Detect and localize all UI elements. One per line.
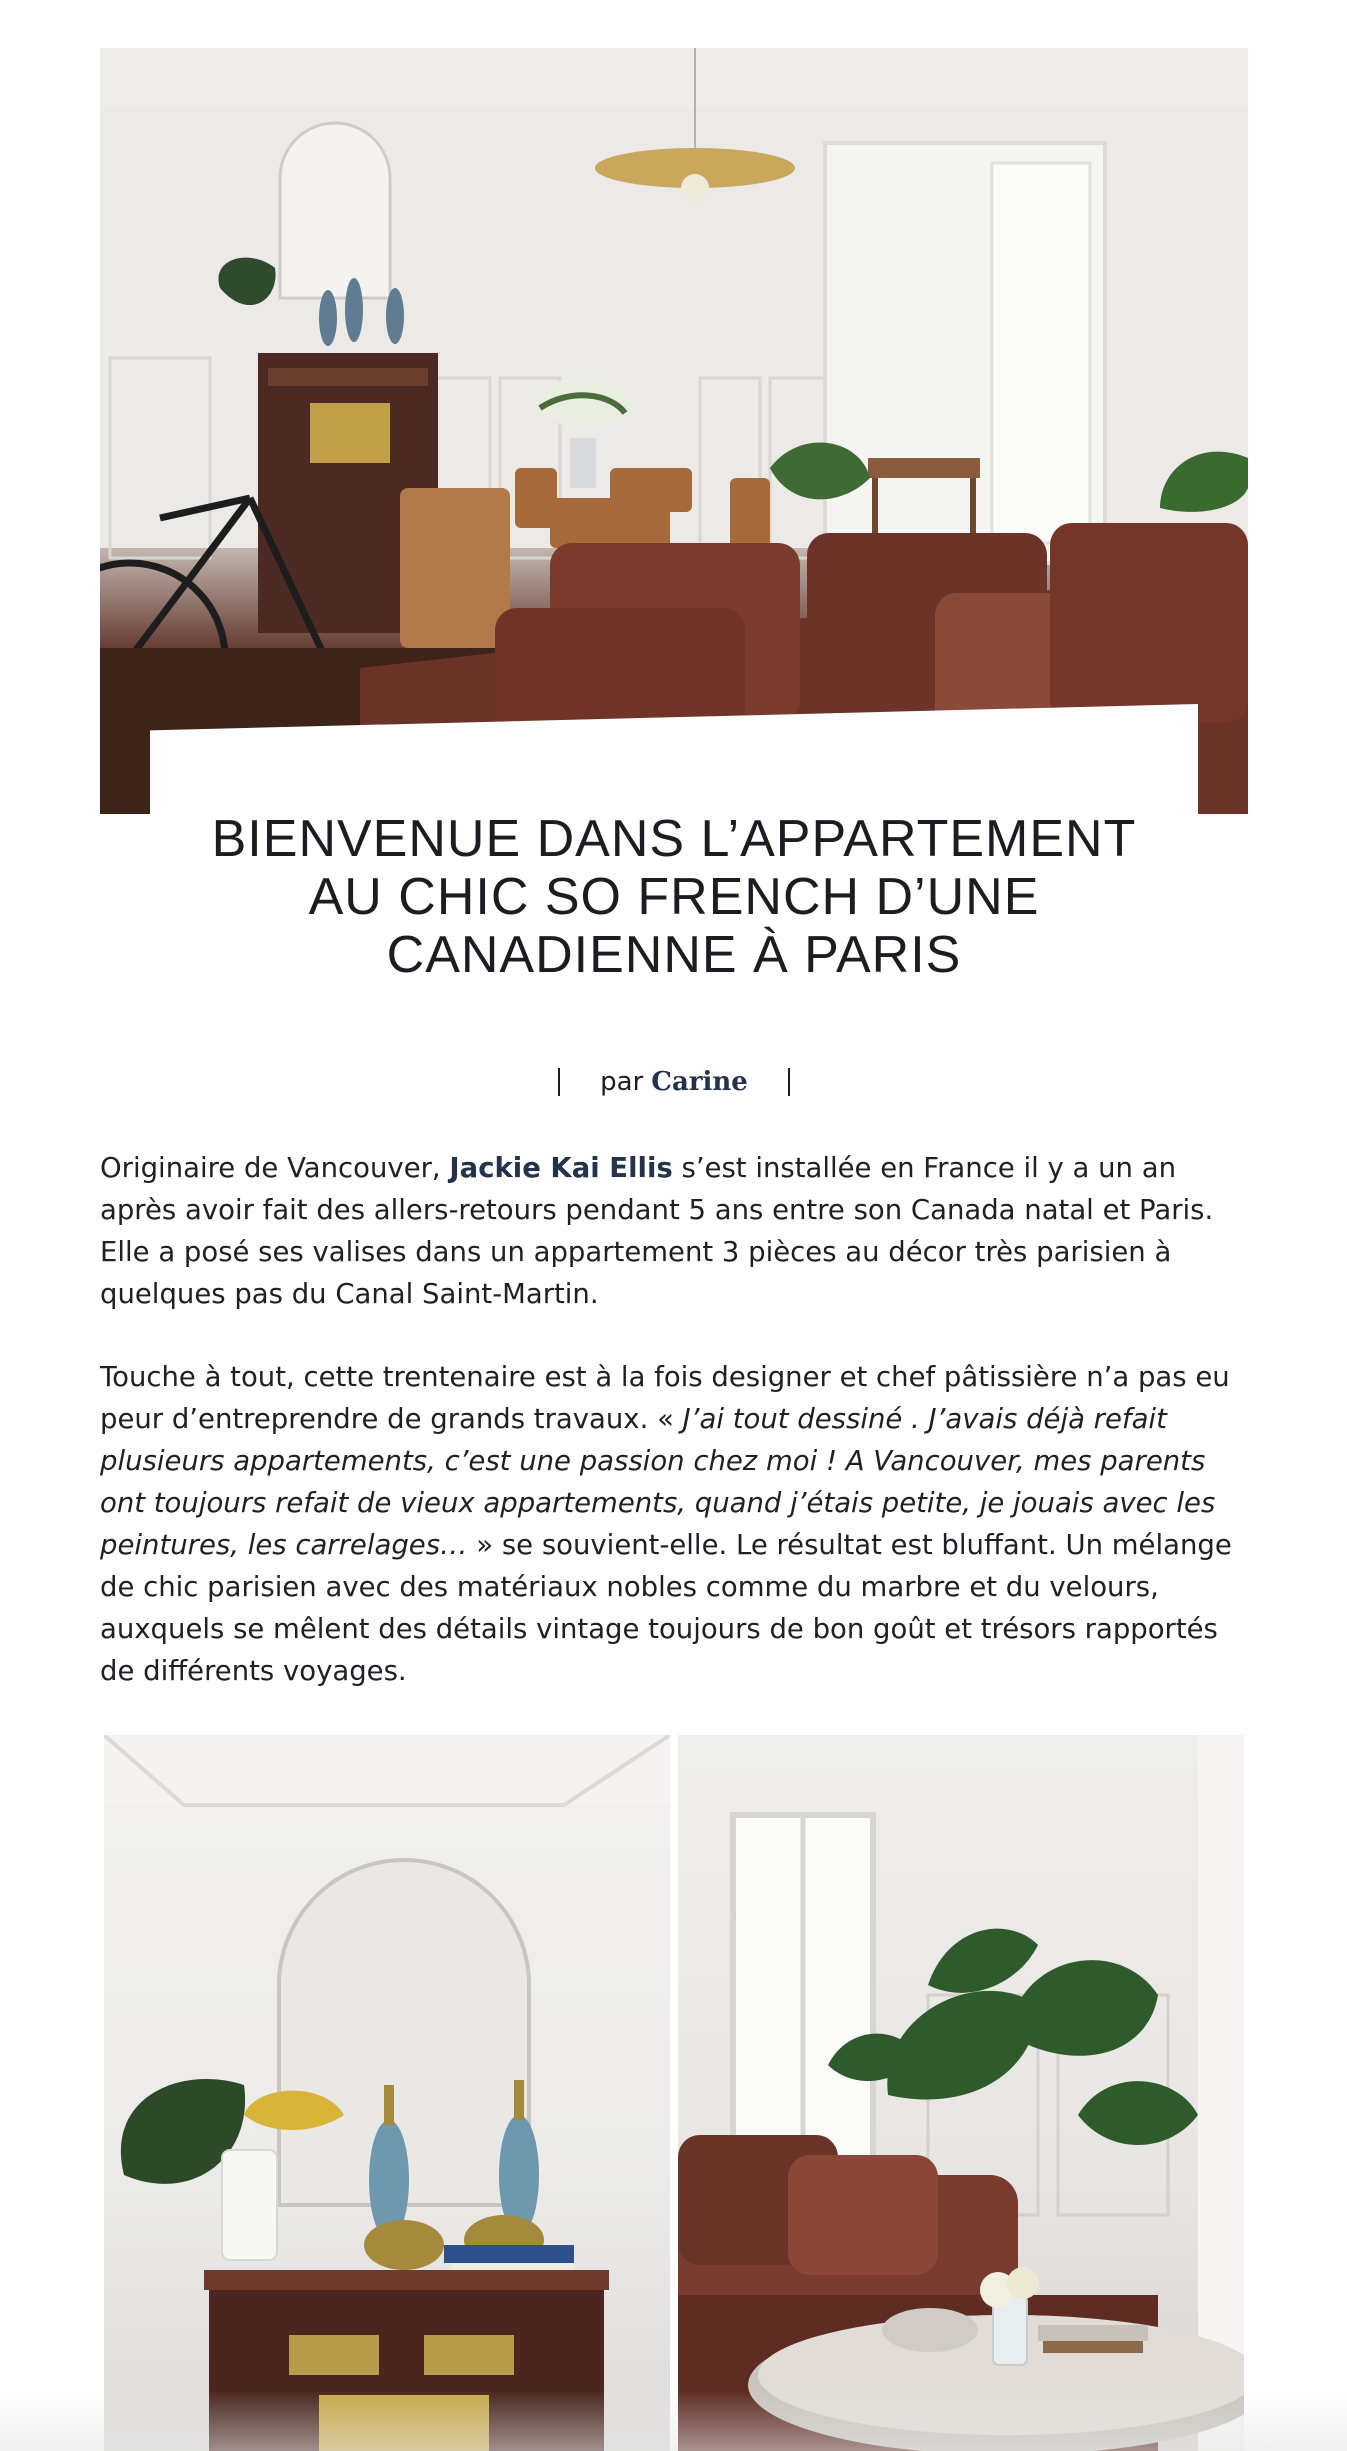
article-paragraph (100, 1147, 1248, 1315)
byline-divider-right (788, 1068, 790, 1096)
gallery-photo-mirror-cabinet (104, 1735, 670, 2451)
paragraph-text: Touche à tout, cette trentenaire est à la fois designer et chef pâtissière n’a pas eu peur d’entreprendre de grands travaux. « (100, 1361, 1230, 1435)
person-name: Jackie Kai Ellis (449, 1152, 673, 1184)
paragraph-text: s’est installée en France il y a un an après avoir fait des allers-retours pendant 5 ans entre son Canada natal et Paris. Elle a posé ses valises dans un appartement 3 pièces au décor très parisien à quelques pas du Canal Saint-Martin. (100, 1152, 1214, 1310)
scroll-fade (0, 2390, 1347, 2451)
byline-divider-left (558, 1068, 560, 1096)
gallery-photo-sofa-plant (678, 1735, 1244, 2451)
hero-photo (100, 48, 1248, 814)
author-link[interactable]: Carine (651, 1067, 748, 1097)
quote-text: J’ai tout dessiné . J’avais déjà refait plusieurs appartements, c’est une passion chez moi ! A Vancouver, mes parents ont toujours refait de vieux appartements, quand j’étais petite, je jouais avec les peintures, les carrelages… (100, 1403, 1216, 1561)
paragraph-text: Originaire de Vancouver, (100, 1152, 450, 1184)
paragraph-text: » se souvient-elle. Le résultat est bluffant. Un mélange de chic parisien avec des matériaux nobles comme du marbre et du velours, auxquels se mêlent des détails vintage toujours de bon goût et trésors rapportés de différents voyages. (100, 1529, 1232, 1687)
byline-prefix: par (600, 1067, 644, 1097)
article-paragraph (100, 1356, 1248, 1692)
byline (558, 1062, 790, 1102)
article-title: BIENVENUE DANS L’APPARTEMENT AU CHIC SO FRENCH D’UNE CANADIENNE À PARIS (211, 810, 1137, 984)
